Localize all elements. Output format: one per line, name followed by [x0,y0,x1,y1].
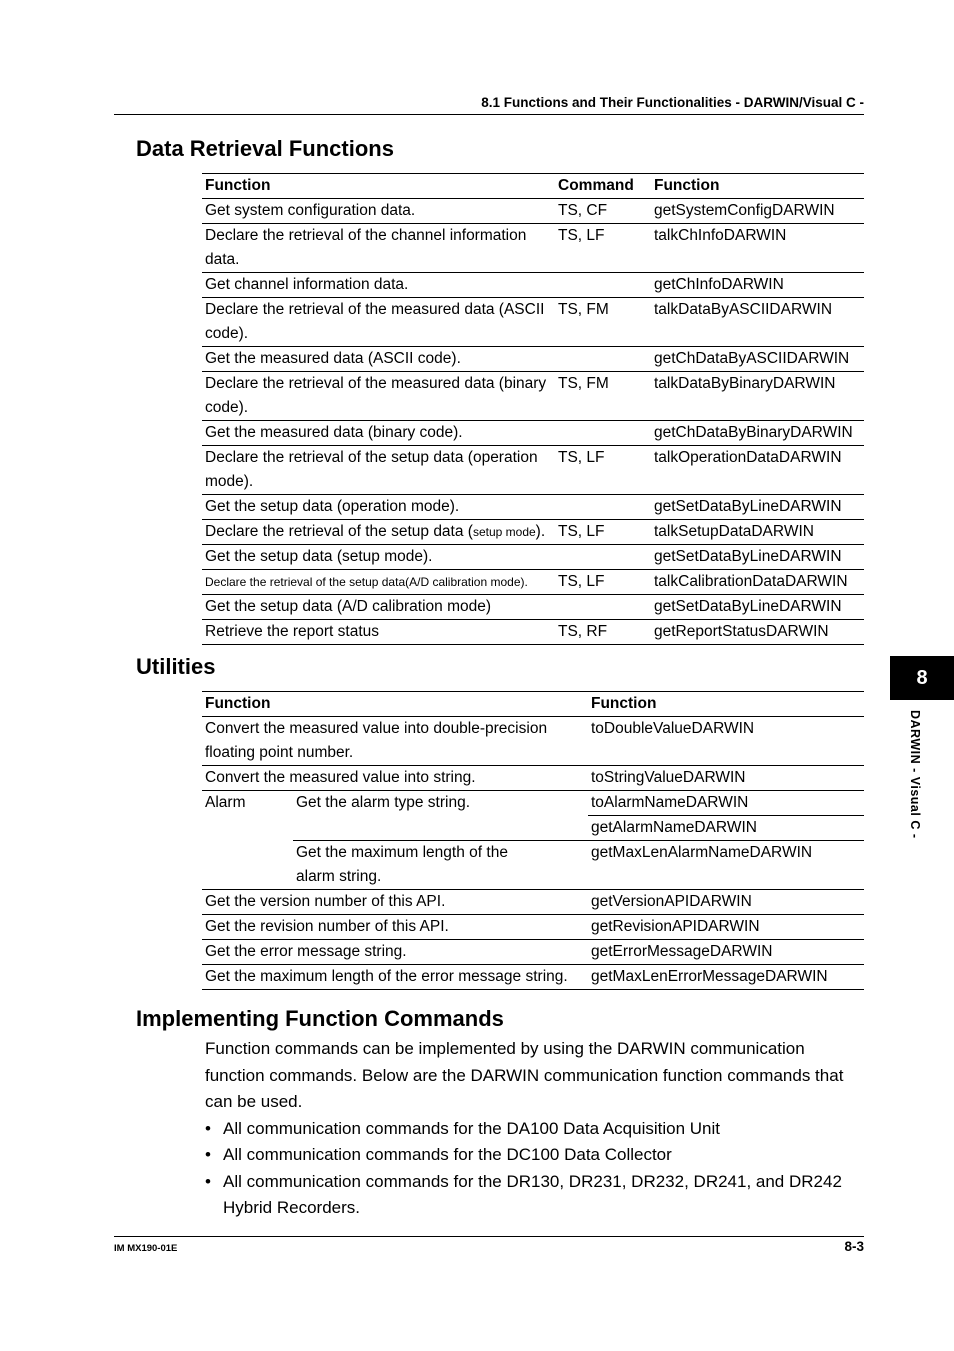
row-function: getChDataByBinaryDARWIN [651,421,864,446]
table-row [202,520,864,545]
row-description: Get the version number of this API. [202,890,588,915]
row-function: getSetDataByLineDARWIN [651,495,864,520]
table-header-row [202,174,864,199]
table-row [202,570,864,595]
row-description-small: setup mode [472,525,536,539]
table-row [202,791,864,816]
table-row [202,915,864,940]
row-description: Declare the retrieval of the channel information data. [202,224,555,273]
table-row [202,841,864,890]
row-function: getAlarmNameDARWIN [588,816,864,841]
row-description [202,520,555,545]
row-command: TS, FM [555,372,651,421]
table-row [202,372,864,421]
table-row [202,595,864,620]
row-function: talkChInfoDARWIN [651,224,864,273]
column-header-function: Function [202,174,555,199]
list-item-text: All communication commands for the DA100 Data Acquisition Unit [223,1118,721,1138]
row-function: getSetDataByLineDARWIN [651,545,864,570]
bullet-icon: • [205,1118,211,1138]
table-row [202,421,864,446]
row-description: Get the setup data (operation mode). [202,495,555,520]
row-description: Get the maximum length of the alarm string. [293,841,588,890]
row-command: TS, RF [555,620,651,645]
row-function: getErrorMessageDARWIN [588,940,864,965]
row-description: Get the maximum length of the error message string. [202,965,588,990]
row-command [555,595,651,620]
row-function: getSystemConfigDARWIN [651,199,864,224]
table-row [202,620,864,645]
alarm-group-label: Alarm [202,791,293,890]
row-description: Declare the retrieval of the measured data (ASCII code). [202,298,555,347]
column-header-function: Function [202,692,588,717]
row-description-main: Declare the retrieval of the setup data ( [205,523,473,540]
column-header-function-name: Function [588,692,864,717]
row-description: Convert the measured value into double-precision floating point number. [202,717,588,766]
table-row [202,766,864,791]
row-description: Get the revision number of this API. [202,915,588,940]
row-description: Get the measured data (binary code). [202,421,555,446]
row-function: getReportStatusDARWIN [651,620,864,645]
bullet-icon: • [205,1145,211,1164]
row-function: toDoubleValueDARWIN [588,717,864,766]
table-row [202,890,864,915]
row-description: Get the setup data (A/D calibration mode) [202,595,555,620]
row-description: Get the measured data (ASCII code). [202,347,555,372]
page-number: 8-3 [844,1239,864,1254]
row-description: Declare the retrieval of the setup data (operation mode). [202,446,555,495]
chapter-label: DARWIN - Visual C - [908,710,922,839]
row-command [555,421,651,446]
table-row [202,298,864,347]
row-command: TS, LF [555,570,651,595]
list-item [205,1169,855,1222]
row-function: getChInfoDARWIN [651,273,864,298]
running-header [114,94,864,115]
table-row [202,199,864,224]
table-row [202,224,864,273]
row-description: Get channel information data. [202,273,555,298]
data-retrieval-table [202,173,864,645]
table-row [202,717,864,766]
row-function: getChDataByASCIIDARWIN [651,347,864,372]
row-function: toAlarmNameDARWIN [588,791,864,816]
table-row [202,273,864,298]
row-function: talkOperationDataDARWIN [651,446,864,495]
row-description: Get the alarm type string. [293,791,588,841]
row-description: Convert the measured value into string. [202,766,588,791]
list-item [205,1116,855,1143]
row-function: getSetDataByLineDARWIN [651,595,864,620]
row-function: talkDataByBinaryDARWIN [651,372,864,421]
row-description: Get the setup data (setup mode). [202,545,555,570]
chapter-tab [890,656,954,700]
table-row [202,940,864,965]
row-function: talkSetupDataDARWIN [651,520,864,545]
row-description: Declare the retrieval of the measured data (binary code). [202,372,555,421]
table-row [202,965,864,990]
column-header-command: Command [555,174,651,199]
document-id: IM MX190-01E [114,1243,178,1254]
row-command: TS, CF [555,199,651,224]
row-function: getMaxLenAlarmNameDARWIN [588,841,864,890]
page-footer [114,1236,864,1259]
table-header-row [202,692,864,717]
row-description: Retrieve the report status [202,620,555,645]
row-command [555,495,651,520]
row-function: talkCalibrationDataDARWIN [651,570,864,595]
bullet-icon: • [205,1171,211,1191]
row-function: getMaxLenErrorMessageDARWIN [588,965,864,990]
implementing-body [205,1036,855,1222]
table-row [202,545,864,570]
row-function: getVersionAPIDARWIN [588,890,864,915]
row-command: TS, LF [555,520,651,545]
row-command [555,273,651,298]
row-command [555,545,651,570]
row-function: toStringValueDARWIN [588,766,864,791]
list-item-text: All communication commands for the DR130, DR231, DR232, DR241, and DR242 Hybrid Recorders. [223,1171,842,1217]
row-description: Declare the retrieval of the setup data(A/D calibration mode). [202,570,555,595]
row-description: Get system configuration data. [202,199,555,224]
chapter-number: 8 [916,666,928,689]
row-description: Get the error message string. [202,940,588,965]
table-row [202,347,864,372]
row-command: TS, FM [555,298,651,347]
row-description-end: ). [535,523,546,540]
list-item [205,1142,855,1169]
command-list [205,1116,855,1222]
section-heading-data-retrieval: Data Retrieval Functions [136,136,394,161]
row-function: getRevisionAPIDARWIN [588,915,864,940]
table-row [202,446,864,495]
implementing-intro: Function commands can be implemented by using the DARWIN communication function commands. Below are the DARWIN communication function commands that can be used. [205,1039,844,1111]
column-header-function-name: Function [651,174,864,199]
row-command: TS, LF [555,224,651,273]
row-function: talkDataByASCIIDARWIN [651,298,864,347]
row-command: TS, LF [555,446,651,495]
running-title: 8.1 Functions and Their Functionalities - DARWIN/Visual C - [481,95,864,110]
utilities-table [202,691,864,990]
section-heading-implementing: Implementing Function Commands [136,1006,504,1031]
table-row [202,495,864,520]
section-heading-utilities: Utilities [136,654,216,679]
list-item-text: All communication commands for the DC100 Data Collector [223,1145,672,1164]
chapter-side-label [898,710,938,850]
row-command [555,347,651,372]
